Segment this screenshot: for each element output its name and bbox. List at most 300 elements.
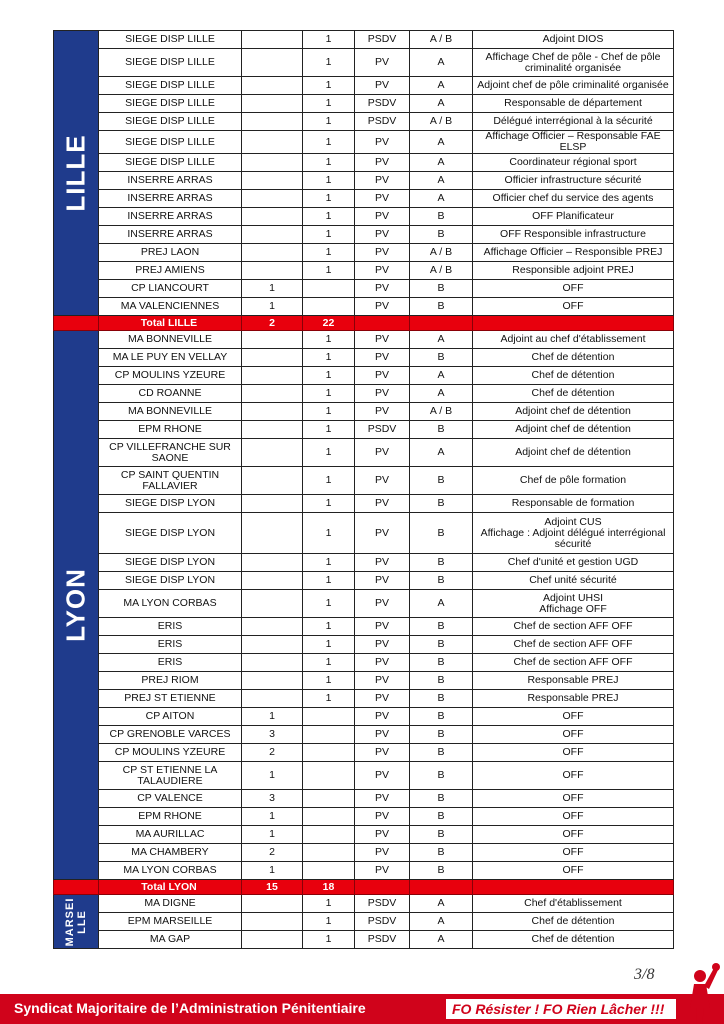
etablissement-cell: MA BONNEVILLE <box>99 331 242 349</box>
etablissement-cell: INSERRE ARRAS <box>99 172 242 190</box>
etablissement-cell: ERIS <box>99 654 242 672</box>
count-a-cell <box>242 244 303 262</box>
table-row <box>54 280 674 298</box>
poste-type-cell: PV <box>355 226 410 244</box>
fonction-cell: Chef de détention <box>473 385 674 403</box>
etablissement-cell: MA AURILLAC <box>99 826 242 844</box>
category-cell: A <box>410 439 473 467</box>
poste-type-cell: PV <box>355 708 410 726</box>
total-empty-cell <box>355 880 410 895</box>
table-row <box>54 331 674 349</box>
table-row <box>54 862 674 880</box>
table-row <box>54 895 674 913</box>
table-row <box>54 49 674 77</box>
count-b-cell: 1 <box>303 467 355 495</box>
category-cell: B <box>410 654 473 672</box>
poste-type-cell: PV <box>355 244 410 262</box>
poste-type-cell: PV <box>355 618 410 636</box>
total-row <box>54 316 674 331</box>
etablissement-cell: INSERRE ARRAS <box>99 208 242 226</box>
count-a-cell <box>242 672 303 690</box>
etablissement-cell: INSERRE ARRAS <box>99 190 242 208</box>
fonction-cell: Chef de détention <box>473 367 674 385</box>
poste-type-cell: PSDV <box>355 421 410 439</box>
footer-banner <box>0 994 724 1024</box>
total-spacer-cell <box>54 880 99 895</box>
category-cell: B <box>410 349 473 367</box>
category-cell: A <box>410 131 473 154</box>
category-cell: B <box>410 513 473 554</box>
count-b-cell: 1 <box>303 590 355 618</box>
count-a-cell <box>242 913 303 931</box>
count-a-cell <box>242 331 303 349</box>
count-a-cell <box>242 590 303 618</box>
count-b-cell: 1 <box>303 495 355 513</box>
etablissement-cell: SIEGE DISP LILLE <box>99 49 242 77</box>
total-row <box>54 880 674 895</box>
fonction-cell: Affichage Chef de pôle - Chef de pôle criminalité organisée <box>473 49 674 77</box>
poste-type-cell: PV <box>355 131 410 154</box>
table-row <box>54 172 674 190</box>
category-cell: A <box>410 331 473 349</box>
count-a-cell: 3 <box>242 726 303 744</box>
footer-slogan: FO Résister ! FO Rien Lâcher !!! <box>446 999 676 1019</box>
fo-raised-fist-figure-icon <box>680 962 720 1024</box>
etablissement-cell: CP LIANCOURT <box>99 280 242 298</box>
table-row <box>54 208 674 226</box>
poste-type-cell: PV <box>355 862 410 880</box>
table-row <box>54 931 674 949</box>
etablissement-cell: MA GAP <box>99 931 242 949</box>
etablissement-cell: MA LYON CORBAS <box>99 862 242 880</box>
fonction-cell: Chef de section AFF OFF <box>473 654 674 672</box>
count-b-cell: 1 <box>303 77 355 95</box>
count-b-cell <box>303 790 355 808</box>
count-a-cell: 2 <box>242 844 303 862</box>
etablissement-cell: ERIS <box>99 636 242 654</box>
postes-table <box>53 30 674 949</box>
count-a-cell <box>242 385 303 403</box>
poste-type-cell: PV <box>355 467 410 495</box>
fonction-cell: Officier chef du service des agents <box>473 190 674 208</box>
fonction-cell: Chef unité sécurité <box>473 572 674 590</box>
etablissement-cell: CP ST ETIENNE LA TALAUDIERE <box>99 762 242 790</box>
count-b-cell <box>303 808 355 826</box>
fonction-cell: Adjoint chef de détention <box>473 403 674 421</box>
category-cell: B <box>410 844 473 862</box>
count-a-cell <box>242 208 303 226</box>
fonction-cell: OFF <box>473 708 674 726</box>
total-empty-cell <box>410 316 473 331</box>
poste-type-cell: PV <box>355 154 410 172</box>
category-cell: B <box>410 790 473 808</box>
etablissement-cell: ERIS <box>99 618 242 636</box>
etablissement-cell: SIEGE DISP LYON <box>99 495 242 513</box>
fonction-cell: Adjoint UHSI Affichage OFF <box>473 590 674 618</box>
count-a-cell <box>242 618 303 636</box>
count-b-cell: 1 <box>303 331 355 349</box>
category-cell: B <box>410 690 473 708</box>
poste-type-cell: PSDV <box>355 31 410 49</box>
poste-type-cell: PV <box>355 403 410 421</box>
poste-type-cell: PSDV <box>355 913 410 931</box>
count-a-cell <box>242 131 303 154</box>
etablissement-cell: CP MOULINS YZEURE <box>99 744 242 762</box>
etablissement-cell: CP MOULINS YZEURE <box>99 367 242 385</box>
count-a-cell: 1 <box>242 280 303 298</box>
count-b-cell: 1 <box>303 636 355 654</box>
table-row <box>54 244 674 262</box>
count-b-cell: 1 <box>303 672 355 690</box>
fonction-cell: OFF <box>473 862 674 880</box>
count-b-cell: 1 <box>303 690 355 708</box>
etablissement-cell: SIEGE DISP LILLE <box>99 154 242 172</box>
fonction-cell: Responsable PREJ <box>473 672 674 690</box>
region-name: LYON <box>60 568 91 642</box>
poste-type-cell: PV <box>355 826 410 844</box>
category-cell: B <box>410 762 473 790</box>
total-count-a-cell: 2 <box>242 316 303 331</box>
count-a-cell <box>242 31 303 49</box>
count-b-cell: 1 <box>303 244 355 262</box>
count-a-cell <box>242 367 303 385</box>
etablissement-cell: PREJ RIOM <box>99 672 242 690</box>
count-b-cell <box>303 826 355 844</box>
table-row <box>54 467 674 495</box>
count-b-cell <box>303 708 355 726</box>
count-a-cell <box>242 931 303 949</box>
category-cell: A / B <box>410 31 473 49</box>
count-a-cell <box>242 95 303 113</box>
table-row <box>54 726 674 744</box>
category-cell: B <box>410 826 473 844</box>
table-row <box>54 672 674 690</box>
poste-type-cell: PV <box>355 654 410 672</box>
count-b-cell: 1 <box>303 895 355 913</box>
category-cell: B <box>410 208 473 226</box>
count-b-cell: 1 <box>303 113 355 131</box>
table-row <box>54 190 674 208</box>
etablissement-cell: CP AITON <box>99 708 242 726</box>
category-cell: A <box>410 154 473 172</box>
poste-type-cell: PSDV <box>355 931 410 949</box>
table-row <box>54 495 674 513</box>
table-row <box>54 790 674 808</box>
table-row <box>54 762 674 790</box>
fonction-cell: Adjoint DIOS <box>473 31 674 49</box>
etablissement-cell: CD ROANNE <box>99 385 242 403</box>
count-b-cell: 1 <box>303 49 355 77</box>
page-number: 3/8 <box>634 966 655 983</box>
fonction-cell: OFF <box>473 826 674 844</box>
fonction-cell: Adjoint chef de détention <box>473 439 674 467</box>
total-count-a-cell: 15 <box>242 880 303 895</box>
fonction-cell: Responsable de département <box>473 95 674 113</box>
count-a-cell <box>242 690 303 708</box>
etablissement-cell: EPM RHONE <box>99 421 242 439</box>
poste-type-cell: PV <box>355 672 410 690</box>
poste-type-cell: PSDV <box>355 895 410 913</box>
poste-type-cell: PV <box>355 298 410 316</box>
category-cell: B <box>410 495 473 513</box>
fonction-cell: Adjoint CUS Affichage : Adjoint délégué interrégional sécurité <box>473 513 674 554</box>
count-a-cell <box>242 654 303 672</box>
count-b-cell: 1 <box>303 654 355 672</box>
category-cell: B <box>410 554 473 572</box>
region-name: MARSEI LLE <box>64 897 88 946</box>
fonction-cell: Responsible adjoint PREJ <box>473 262 674 280</box>
etablissement-cell: MA BONNEVILLE <box>99 403 242 421</box>
category-cell: A <box>410 77 473 95</box>
count-a-cell <box>242 349 303 367</box>
table-row <box>54 403 674 421</box>
fonction-cell: OFF Planificateur <box>473 208 674 226</box>
etablissement-cell: MA VALENCIENNES <box>99 298 242 316</box>
category-cell: A / B <box>410 262 473 280</box>
count-b-cell: 1 <box>303 208 355 226</box>
count-b-cell: 1 <box>303 190 355 208</box>
table-row <box>54 439 674 467</box>
fonction-cell: Responsable PREJ <box>473 690 674 708</box>
table-row <box>54 262 674 280</box>
poste-type-cell: PV <box>355 385 410 403</box>
count-a-cell <box>242 513 303 554</box>
category-cell: B <box>410 572 473 590</box>
etablissement-cell: SIEGE DISP LILLE <box>99 131 242 154</box>
table-row <box>54 95 674 113</box>
poste-type-cell: PV <box>355 744 410 762</box>
poste-type-cell: PV <box>355 262 410 280</box>
poste-type-cell: PV <box>355 808 410 826</box>
fonction-cell: Officier infrastructure sécurité <box>473 172 674 190</box>
fonction-cell: OFF <box>473 808 674 826</box>
count-a-cell <box>242 226 303 244</box>
fonction-cell: Chef de section AFF OFF <box>473 618 674 636</box>
count-b-cell: 1 <box>303 913 355 931</box>
etablissement-cell: MA LE PUY EN VELLAY <box>99 349 242 367</box>
category-cell: B <box>410 672 473 690</box>
table-row <box>54 349 674 367</box>
table-row <box>54 618 674 636</box>
etablissement-cell: SIEGE DISP LYON <box>99 554 242 572</box>
fonction-cell: OFF <box>473 762 674 790</box>
category-cell: B <box>410 708 473 726</box>
count-b-cell: 1 <box>303 572 355 590</box>
etablissement-cell: CP GRENOBLE VARCES <box>99 726 242 744</box>
count-b-cell <box>303 744 355 762</box>
poste-type-cell: PSDV <box>355 113 410 131</box>
table-row <box>54 636 674 654</box>
category-cell: A <box>410 172 473 190</box>
count-a-cell: 1 <box>242 708 303 726</box>
fonction-cell: OFF <box>473 726 674 744</box>
count-b-cell: 1 <box>303 349 355 367</box>
table-row <box>54 708 674 726</box>
category-cell: A / B <box>410 244 473 262</box>
count-a-cell <box>242 421 303 439</box>
count-a-cell: 1 <box>242 762 303 790</box>
count-a-cell <box>242 154 303 172</box>
count-b-cell: 1 <box>303 618 355 636</box>
count-b-cell: 1 <box>303 154 355 172</box>
category-cell: A <box>410 49 473 77</box>
etablissement-cell: MA CHAMBERY <box>99 844 242 862</box>
etablissement-cell: SIEGE DISP LYON <box>99 572 242 590</box>
table-row <box>54 744 674 762</box>
table-row <box>54 31 674 49</box>
etablissement-cell: SIEGE DISP LILLE <box>99 95 242 113</box>
fonction-cell: Coordinateur régional sport <box>473 154 674 172</box>
count-b-cell: 1 <box>303 31 355 49</box>
count-b-cell: 1 <box>303 262 355 280</box>
poste-type-cell: PV <box>355 439 410 467</box>
fonction-cell: Chef de section AFF OFF <box>473 636 674 654</box>
total-empty-cell <box>473 880 674 895</box>
table-row <box>54 131 674 154</box>
count-b-cell: 1 <box>303 931 355 949</box>
poste-type-cell: PV <box>355 280 410 298</box>
count-a-cell: 2 <box>242 744 303 762</box>
count-b-cell: 1 <box>303 554 355 572</box>
etablissement-cell: INSERRE ARRAS <box>99 226 242 244</box>
table-row <box>54 385 674 403</box>
count-a-cell: 3 <box>242 790 303 808</box>
fonction-cell: Chef d'établissement <box>473 895 674 913</box>
etablissement-cell: SIEGE DISP LYON <box>99 513 242 554</box>
category-cell: A / B <box>410 403 473 421</box>
count-a-cell: 1 <box>242 862 303 880</box>
etablissement-cell: SIEGE DISP LILLE <box>99 113 242 131</box>
table-row <box>54 367 674 385</box>
total-empty-cell <box>473 316 674 331</box>
etablissement-cell: EPM MARSEILLE <box>99 913 242 931</box>
category-cell: A <box>410 190 473 208</box>
etablissement-cell: MA LYON CORBAS <box>99 590 242 618</box>
fonction-cell: OFF Responsible infrastructure <box>473 226 674 244</box>
total-empty-cell <box>410 880 473 895</box>
count-b-cell: 1 <box>303 421 355 439</box>
category-cell: B <box>410 298 473 316</box>
fonction-cell: Affichage Officier – Responsable FAE ELSP <box>473 131 674 154</box>
count-b-cell: 1 <box>303 513 355 554</box>
category-cell: B <box>410 226 473 244</box>
table-row <box>54 808 674 826</box>
count-a-cell <box>242 554 303 572</box>
count-b-cell: 1 <box>303 385 355 403</box>
table-row <box>54 826 674 844</box>
table-row <box>54 844 674 862</box>
etablissement-cell: SIEGE DISP LILLE <box>99 77 242 95</box>
count-a-cell <box>242 467 303 495</box>
count-a-cell <box>242 113 303 131</box>
count-a-cell: 1 <box>242 808 303 826</box>
fonction-cell: Adjoint chef de détention <box>473 421 674 439</box>
fonction-cell: Chef de détention <box>473 913 674 931</box>
fonction-cell: Chef de détention <box>473 349 674 367</box>
poste-type-cell: PV <box>355 726 410 744</box>
category-cell: A <box>410 385 473 403</box>
fonction-cell: OFF <box>473 790 674 808</box>
poste-type-cell: PSDV <box>355 95 410 113</box>
region-label-cell <box>54 895 99 949</box>
total-label-cell: Total LYON <box>99 880 242 895</box>
count-b-cell: 1 <box>303 172 355 190</box>
count-b-cell: 1 <box>303 439 355 467</box>
total-spacer-cell <box>54 316 99 331</box>
fonction-cell: Chef de détention <box>473 931 674 949</box>
count-a-cell <box>242 190 303 208</box>
count-a-cell: 1 <box>242 298 303 316</box>
table-row <box>54 77 674 95</box>
etablissement-cell: PREJ AMIENS <box>99 262 242 280</box>
postes-table-body <box>54 31 674 949</box>
poste-type-cell: PV <box>355 762 410 790</box>
count-b-cell <box>303 726 355 744</box>
fonction-cell: Responsable de formation <box>473 495 674 513</box>
table-row <box>54 298 674 316</box>
table-row <box>54 154 674 172</box>
category-cell: B <box>410 467 473 495</box>
total-count-b-cell: 18 <box>303 880 355 895</box>
category-cell: B <box>410 744 473 762</box>
fonction-cell: OFF <box>473 744 674 762</box>
category-cell: A <box>410 367 473 385</box>
etablissement-cell: CP VILLEFRANCHE SUR SAONE <box>99 439 242 467</box>
count-a-cell <box>242 262 303 280</box>
count-a-cell: 1 <box>242 826 303 844</box>
table-row <box>54 226 674 244</box>
postes-table-container <box>53 30 673 949</box>
count-a-cell <box>242 172 303 190</box>
poste-type-cell: PV <box>355 349 410 367</box>
category-cell: B <box>410 808 473 826</box>
poste-type-cell: PV <box>355 172 410 190</box>
table-row <box>54 421 674 439</box>
table-row <box>54 690 674 708</box>
table-row <box>54 513 674 554</box>
count-b-cell: 1 <box>303 226 355 244</box>
count-b-cell <box>303 298 355 316</box>
fonction-cell: Chef d'unité et gestion UGD <box>473 554 674 572</box>
fonction-cell: OFF <box>473 280 674 298</box>
fonction-cell: OFF <box>473 298 674 316</box>
etablissement-cell: EPM RHONE <box>99 808 242 826</box>
table-row <box>54 913 674 931</box>
category-cell: B <box>410 862 473 880</box>
count-b-cell <box>303 280 355 298</box>
region-label-cell <box>54 331 99 880</box>
count-b-cell <box>303 844 355 862</box>
fonction-cell: Affichage Officier – Responsible PREJ <box>473 244 674 262</box>
table-row <box>54 113 674 131</box>
etablissement-cell: CP VALENCE <box>99 790 242 808</box>
category-cell: B <box>410 636 473 654</box>
category-cell: A <box>410 95 473 113</box>
count-b-cell <box>303 762 355 790</box>
count-b-cell: 1 <box>303 95 355 113</box>
poste-type-cell: PV <box>355 49 410 77</box>
count-a-cell <box>242 495 303 513</box>
category-cell: B <box>410 618 473 636</box>
total-count-b-cell: 22 <box>303 316 355 331</box>
total-label-cell: Total LILLE <box>99 316 242 331</box>
fonction-cell: Adjoint chef de pôle criminalité organisée <box>473 77 674 95</box>
region-label-cell <box>54 31 99 316</box>
footer-union-name: Syndicat Majoritaire de l’Administration Pénitentiaire <box>14 1000 366 1016</box>
table-row <box>54 554 674 572</box>
category-cell: B <box>410 280 473 298</box>
etablissement-cell: PREJ LAON <box>99 244 242 262</box>
